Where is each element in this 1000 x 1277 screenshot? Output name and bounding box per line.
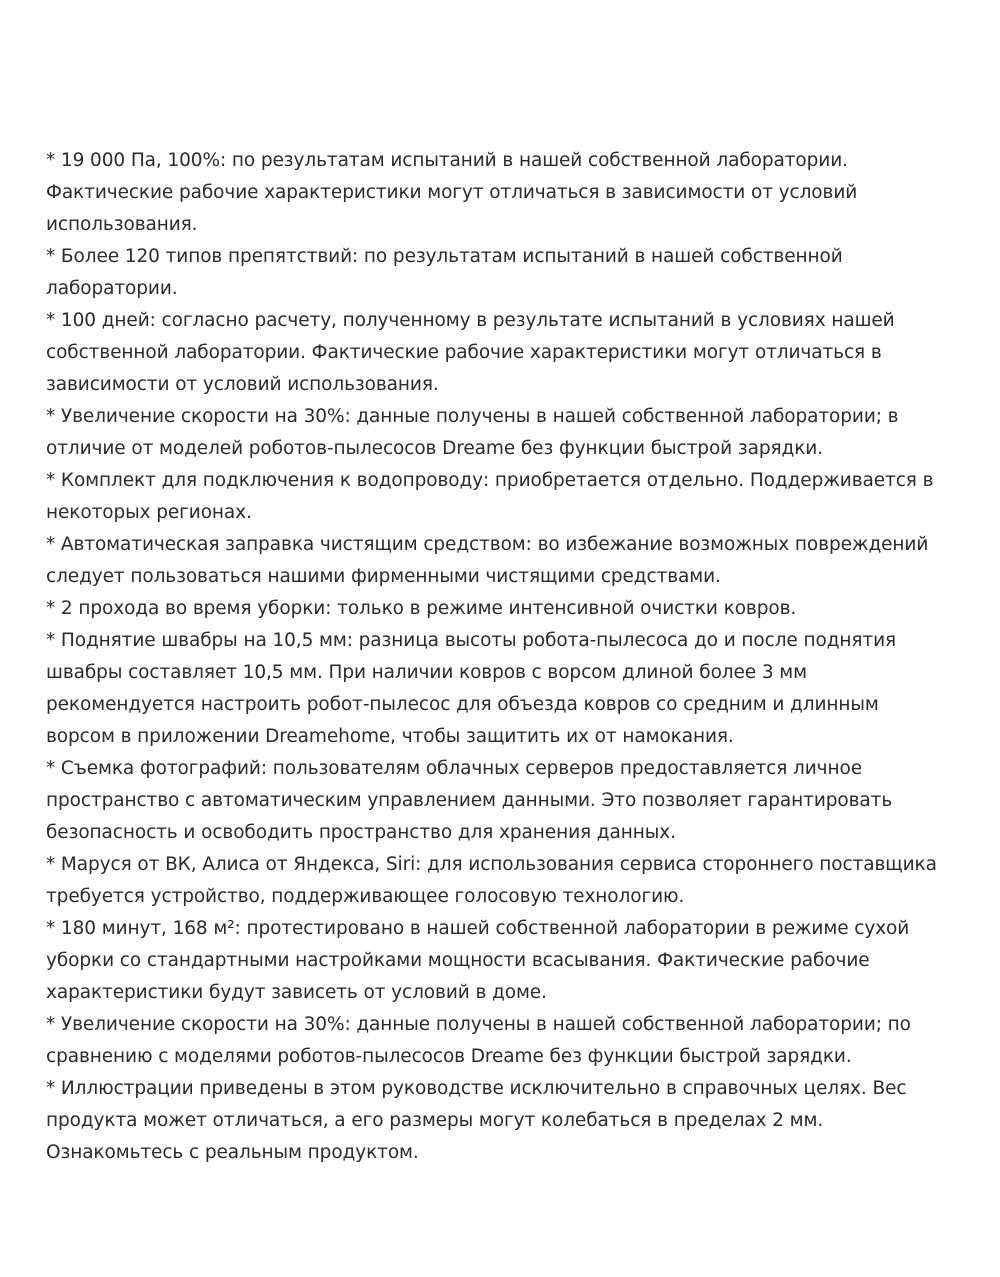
footnote-auto-detergent: * Автоматическая заправка чистящим средством: во избежание возможных повреждений следует пользоваться нашими фирменными чистящими средствами. bbox=[46, 534, 929, 587]
footnote-suction-power: * 19 000 Па, 100%: по результатам испытаний в нашей собственной лаборатории. Фактические рабочие характеристики могут отличаться в зависимости от условий использования. bbox=[46, 150, 858, 235]
footnote-speed-increase: * Увеличение скорости на 30%: данные получены в нашей собственной лаборатории; в отличие от моделей роботов-пылесосов Dreame без функции быстрой зарядки. bbox=[46, 406, 899, 459]
footnote-obstacle-types: * Более 120 типов препятствий: по результатам испытаний в нашей собственной лаборатории. bbox=[46, 246, 843, 299]
footnote-runtime-area: * 180 минут, 168 м²: протестировано в нашей собственной лаборатории в режиме сухой уборки со стандартными настройками мощности всасывания. Фактические рабочие характеристики будут зависеть от условий в доме. bbox=[46, 918, 910, 1003]
footnotes-block bbox=[46, 145, 946, 1169]
footnote-100-days: * 100 дней: согласно расчету, полученному в результате испытаний в условиях нашей собственной лаборатории. Фактические рабочие характеристики могут отличаться в зависимости от условий использования. bbox=[46, 310, 895, 395]
footnote-photo-capture: * Съемка фотографий: пользователям облачных серверов предоставляется личное пространство с автоматическим управлением данными. Это позволяет гарантировать безопасность и освободить пространство для хранения данных. bbox=[46, 758, 893, 843]
footnote-two-passes: * 2 прохода во время уборки: только в режиме интенсивной очистки ковров. bbox=[46, 598, 797, 619]
footnote-mop-lifting: * Поднятие швабры на 10,5 мм: разница высоты робота-пылесоса до и после поднятия швабры составляет 10,5 мм. При наличии ковров с ворсом длиной более 3 мм рекомендуется настроить робот-пылесос для объезда ковров со средним и длинным ворсом в приложении Dreamehome, чтобы защитить их от намокания. bbox=[46, 630, 897, 747]
footnote-illustrations: * Иллюстрации приведены в этом руководстве исключительно в справочных целях. Вес продукта может отличаться, а его размеры могут колебаться в пределах 2 мм. Ознакомьтесь с реальным продуктом. bbox=[46, 1078, 907, 1163]
footnote-voice-assistants: * Маруся от ВК, Алиса от Яндекса, Siri: для использования сервиса стороннего поставщика требуется устройство, поддерживающее голосовую технологию. bbox=[46, 854, 937, 907]
footnote-water-connection-kit: * Комплект для подключения к водопроводу: приобретается отдельно. Поддерживается в некоторых регионах. bbox=[46, 470, 934, 523]
footnote-speed-increase-2: * Увеличение скорости на 30%: данные получены в нашей собственной лаборатории; по сравнению с моделями роботов-пылесосов Dreame без функции быстрой зарядки. bbox=[46, 1014, 911, 1067]
